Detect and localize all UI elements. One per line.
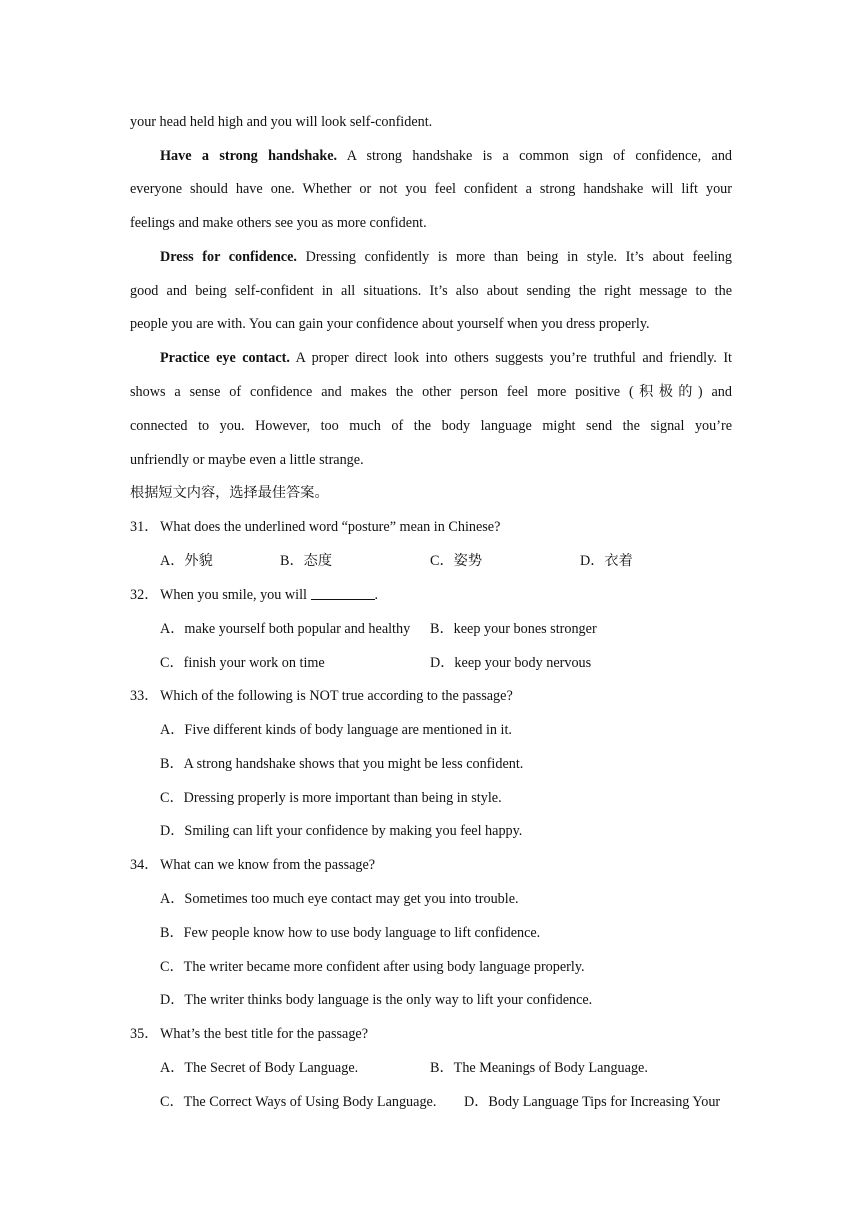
passage-line: your head held high and you will look self-confident. <box>130 114 433 130</box>
option-b[interactable]: B．A strong handshake shows that you might be less confident. <box>160 756 524 772</box>
paragraph-heading: Have a strong handshake. <box>160 148 338 164</box>
paragraph-heading: Practice eye contact. <box>160 350 290 366</box>
paragraph-eye-contact-line: Practice eye contact. A proper direct look into others suggests you’re truthful and friendly. It <box>160 350 732 366</box>
passage-line: connected to you. However, too much of the body language might send the signal you’re <box>130 418 732 434</box>
question-35: 35． What’s the best title for the passage? <box>130 1026 369 1042</box>
option-d[interactable]: D．keep your body nervous <box>430 655 592 671</box>
passage-line: feelings and make others see you as more confident. <box>130 215 427 231</box>
question-31: 31． What does the underlined word “posture” mean in Chinese? <box>130 519 501 535</box>
passage-line: everyone should have one. Whether or not you feel confident a strong handshake will lift your <box>130 181 732 197</box>
passage-line: shows a sense of confidence and makes the other person feel more positive (积极的) and <box>130 384 732 400</box>
paragraph-heading: Dress for confidence. <box>160 249 297 265</box>
option-d[interactable]: D．Smiling can lift your confidence by making you feel happy. <box>160 823 523 839</box>
option-a[interactable]: A．The Secret of Body Language. <box>160 1060 359 1076</box>
option-c[interactable]: C．The Correct Ways of Using Body Language. <box>160 1094 437 1110</box>
option-b[interactable]: B．态度 <box>280 553 333 569</box>
option-c[interactable]: C．Dressing properly is more important than being in style. <box>160 790 502 806</box>
option-c[interactable]: C．The writer became more confident after using body language properly. <box>160 959 585 975</box>
option-b[interactable]: B．The Meanings of Body Language. <box>430 1060 648 1076</box>
option-a[interactable]: A．Sometimes too much eye contact may get you into trouble. <box>160 891 519 907</box>
option-b[interactable]: B．keep your bones stronger <box>430 621 597 637</box>
option-d[interactable]: D．The writer thinks body language is the only way to lift your confidence. <box>160 992 593 1008</box>
answer-blank <box>311 585 375 600</box>
option-d[interactable]: D．Body Language Tips for Increasing Your <box>464 1094 721 1110</box>
option-a[interactable]: A．Five different kinds of body language are mentioned in it. <box>160 722 512 738</box>
option-c[interactable]: C．姿势 <box>430 553 483 569</box>
passage-line: unfriendly or maybe even a little strange. <box>130 452 364 468</box>
option-c[interactable]: C．finish your work on time <box>160 655 325 671</box>
passage-line: good and being self-confident in all situations. It’s also about sending the right message to the <box>130 283 732 299</box>
option-a[interactable]: A．make yourself both popular and healthy <box>160 621 411 637</box>
question-32: 32． When you smile, you will . <box>130 587 379 603</box>
question-34: 34． What can we know from the passage? <box>130 857 376 873</box>
question-33: 33． Which of the following is NOT true according to the passage? <box>130 688 513 704</box>
passage-line: people you are with. You can gain your confidence about yourself when you dress properly. <box>130 316 650 332</box>
option-a[interactable]: A．外貌 <box>160 553 213 569</box>
option-b[interactable]: B．Few people know how to use body language to lift confidence. <box>160 925 541 941</box>
paragraph-handshake-line: Have a strong handshake. A strong handshake is a common sign of confidence, and <box>160 148 733 164</box>
instruction: 根据短文内容，选择最佳答案。 <box>130 485 329 501</box>
paragraph-dress-line: Dress for confidence. Dressing confidently is more than being in style. It’s about feeling <box>160 249 732 265</box>
option-d[interactable]: D．衣着 <box>580 553 633 569</box>
